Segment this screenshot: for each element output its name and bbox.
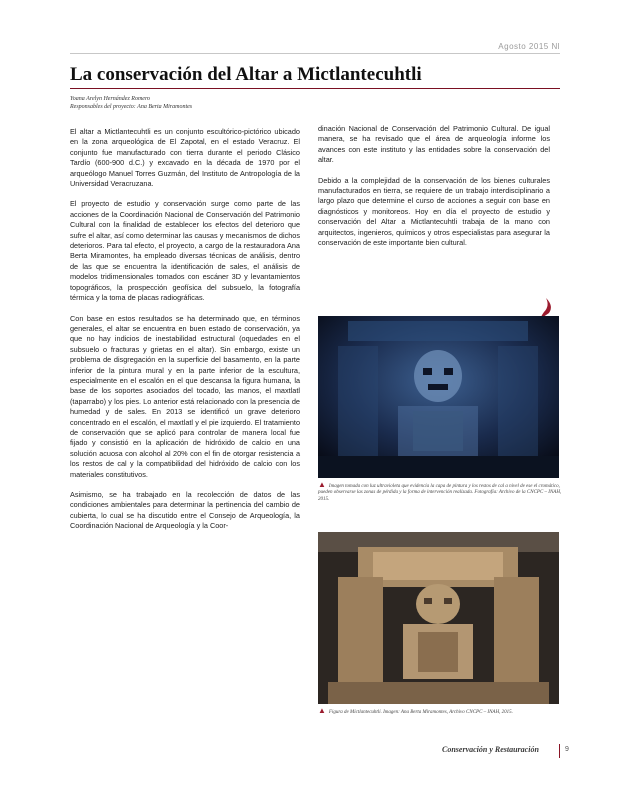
paragraph: Asimismo, se ha trabajado en la recolección de datos de las condiciones ambientales para determinar la pertinencia del cambio de cubierta, lo cual se ha discutido entre el Consejo de Arqueología, la Coordinación Nacional de Arqueología y la Coor- [70, 490, 300, 531]
paragraph: Con base en estos resultados se ha determinado que, en términos generales, el altar se encuentra en buen estado de conservación, ya que no hay indicios de inestabilidad estructural (oquedades en el subsuelo o fracturas y grietas en el altar). Sin embargo, existe un problema de disgregación en la superficie del basamento, en la parte inferior de la pintura mural y en la parte inferior de la escultura, especialmente en el escalón en el que descansa la figura humana, la base de los soportes asociados del tocado, las manos, el maxtlatl (taparrabo) y los pies. Lo anterior está relacionado con la presencia de humedad y de sales. En 2013 se identificó un grave deterioro concentrado en el escalón, el maxtlatl y el pie izquierdo. El tratamiento de conservación que se aplicó para controlar de manera local fue fijado y consistió en la aplicación de hidróxido de calcio en una solución acuosa con alcohol al 20% con el fin de otorgar resistencia a los restos de cal y la compatibilidad del hidróxido de calcio con los materiales constitutivos. [70, 313, 300, 479]
caption-marker-icon: ▲ [318, 706, 326, 715]
journal-name: Conservación y Restauración [442, 745, 539, 754]
right-column [318, 124, 550, 258]
article-title: La conservación del Altar a Mictlantecuhtli [70, 64, 422, 85]
altar-sculpture-photo [318, 532, 559, 704]
page-number: 9 [565, 746, 569, 753]
figure-caption: ▲ Imagen tomada con luz ultravioleta que evidencia la capa de pintura y los restos de cal a nivel de ese el cromático, pueden observarse las zonas de pérdida y la forma de intervención realizada. Fotografía: Archivo de la CNCPC – INAH, 2015. [318, 480, 562, 502]
figure-caption: ▲ Figura de Mictlantecuhtli. Imagen: Ana Berta Miramontes, Archivo CNCPC – INAH, 2015. [318, 706, 513, 715]
author-name: Yoana Arelyn Hernández Romero [70, 96, 151, 102]
byline [70, 95, 192, 111]
paragraph: El proyecto de estudio y conservación surge como parte de las acciones de la Coordinación Nacional de Conservación del Patrimonio Cultural con la finalidad de establecer los efectos del deterioro que sufre el altar, así como determinar las causas y mecanismos de dichos deterioros. Para tal efecto, el proyecto, a cargo de la restauradora Ana Berta Miramontes, ha empleado diversas técnicas de análisis, dentro de las que se encuentra la identificación de sales, el análisis de modelos tridimensionales tomados con escáner 3D y levantamientos topográficos, la prospección geofísica del subsuelo, la fotografía térmica y la toma de placas radiográficas. [70, 199, 300, 303]
header-rule [70, 53, 560, 54]
paragraph: El altar a Mictlantecuhtli es un conjunto escultórico-pictórico ubicado en la zona arqueológica de El Zapotal, en el estado Veracruz. El conjunto fue manufacturado con tierra durante el periodo Clásico Tardío (600-900 d.C.) y excavado en la década de 1970 por el arqueólogo Manuel Torres Guzmán, del Instituto de Antropología de la Universidad Veracruzana. [70, 127, 300, 189]
paragraph: dinación Nacional de Conservación del Patrimonio Cultural. De igual manera, se ha revisado que el área de arqueología informe los avances con este instituto y las entidades sobre la conservación del altar. [318, 124, 550, 165]
left-column [70, 127, 300, 542]
caption-marker-icon: ▲ [318, 480, 326, 489]
page-divider [559, 744, 560, 758]
issue-label: Agosto 2015 Nl [498, 42, 560, 51]
title-rule [70, 88, 560, 89]
author-affiliation: Responsables del proyecto: Ana Berta Miramontes [70, 104, 193, 110]
paragraph: Debido a la complejidad de la conservación de los bienes culturales manufacturados en tierra, se requiere de un trabajo interdisciplinario a largo plazo que determine el curso de acciones a seguir con base en diagnósticos y monitoreos. Hoy en día el proyecto de estudio y conservación del Altar a Mictlantecuhtli trabaja de la mano con arquitectos, ingenieros, químicos y otros especialistas para asegurar la conservación de este importante bien cultural. [318, 175, 550, 248]
uv-altar-photo [318, 316, 559, 478]
